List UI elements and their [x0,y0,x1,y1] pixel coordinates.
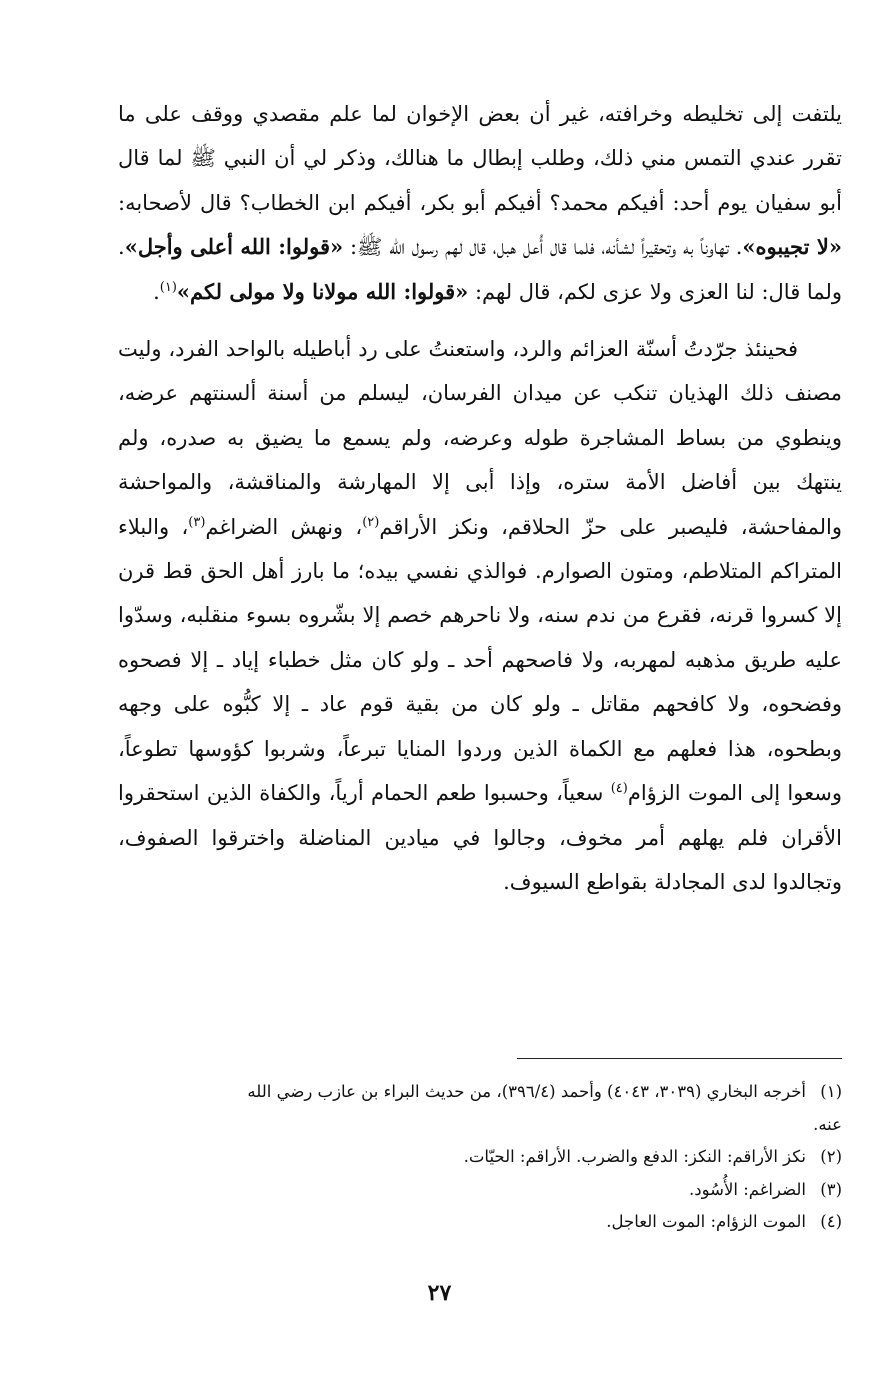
paragraph-1-end: . [153,279,160,304]
footnote-4 [118,1206,842,1239]
footnote-divider [517,1058,842,1059]
footnote-ref-2[interactable]: (٢) [362,514,380,530]
quote-allah-mawlana: «قولوا: الله مولانا ولا مولى لكم» [176,278,469,304]
paragraph-2-text-d: سعياً، وحسبوا طعم الحمام أرياً، والكفاة الذين استحقروا الأقران فلم يهلهم أمر مخوف، وجالوا في ميادين المناضلة واخترقوا الصفوف، وتجالدوا لدى المجادلة بقواطع السيوف. [118,781,842,894]
paragraph-2-text-a: فحينئذ جرّدتُ أسنّة العزائم والرد، واستعنتُ على رد أباطيله بالواحد الفرد، وليت مصنف ذلك الهذيان تنكب عن ميدان الفرسان، ليسلم من أسنة ألسنتهم عرضه، وينطوي من بساط المشاجرة طوله وعرضه، ولم يسمع ما يضيق به صدره، ولم ينتهك بين أفاضل الأمة ستره، وإذا أبى إلا المهارشة والمناقشة، والمواحشة والمفاحشة، فليصبر على حزّ الحلاقم، ونكز الأراقم [118,337,842,539]
footnote-ref-3[interactable]: (٣) [188,514,206,530]
paragraph-1-text-mid2: . ولما قال: لنا العزى ولا عزى لكم، قال لهم: [118,235,842,304]
footnote-text: أخرجه البخاري (٣٠٣٩، ٤٠٤٣) وأحمد (٣٩٦/٤)، من حديث البراء بن عازب رضي الله [247,1082,806,1101]
footnote-text: عنه. [813,1114,842,1134]
paragraph-1 [118,92,842,314]
quote-la-tujibuh: «لا تجيبوه» [742,234,842,260]
footnote-number: (٣) [820,1179,842,1199]
footnote-2 [118,1141,842,1174]
main-text [118,92,842,904]
paragraph-2-text-b: ، ونهش الضراغم [205,514,363,539]
footnote-number: (٤) [820,1212,842,1231]
footnote-text: نكز الأراقم: النكز: الدفع والضرب. الأراقم: الحيّات. [463,1147,806,1166]
footnotes [118,1076,842,1239]
paragraph-1-text-mid1: . تهاوناً به وتحقيراً لشأنه، فلما قال أُعل هبل، قال لهم رسول الله ﷺ: [343,235,743,260]
footnote-number: (٢) [820,1147,842,1166]
footnote-3 [118,1174,842,1207]
paragraph-1-text: يلتفت إلى تخليطه وخرافته، غير أن بعض الإخوان لما علم مقصدي ووقف على ما تقرر عندي التمس مني ذلك، وطلب إبطال ما هنالك، وذكر لي أن النبي ﷺ لما قال أبو سفيان يوم أحد: أفيكم محمد؟ أفيكم أبو بكر، أفيكم ابن الخطاب؟ قال لأصحابه: [118,102,842,215]
quote-allah-aala: «قولوا: الله أعلى وأجل» [124,234,344,260]
paragraph-2 [118,327,842,904]
footnote-text: الموت الزؤام: الموت العاجل. [606,1212,806,1231]
footnote-text: الضراغم: الأُسُود. [689,1179,806,1199]
footnote-ref-4[interactable]: (٤) [610,781,628,797]
footnote-1-continuation [118,1109,842,1142]
footnote-1 [118,1076,842,1109]
page-number: ٢٧ [427,1280,452,1306]
footnote-number: (١) [820,1082,842,1101]
paragraph-2-text-c: ، والبلاء المتراكم المتلاطم، ومتون الصوارم. فوالذي نفسي بيده؛ ما بارز أهل الحق قط قرن إلا كسروا قرنه، فقرع من ندم سنه، ولا ناحرهم خصم إلا بشّروه بسوء منقلبه، وسدّوا عليه طريق مذهبه لمهربه، ولا فاصحهم أحد ـ ولو كان مثل خطباء إياد ـ إلا فصحوه وفضحوه، ولا كافحهم مقاتل ـ ولو كان من بقية قوم عاد ـ إلا كبُّوه على وجهه وبطحوه، هذا فعلهم مع الكماة الذين وردوا المنايا تبرعاً، وشربوا كؤوسها تطوعاً، وسعوا إلى الموت الزؤام [118,514,842,806]
footnote-ref-1[interactable]: (١) [159,279,177,295]
